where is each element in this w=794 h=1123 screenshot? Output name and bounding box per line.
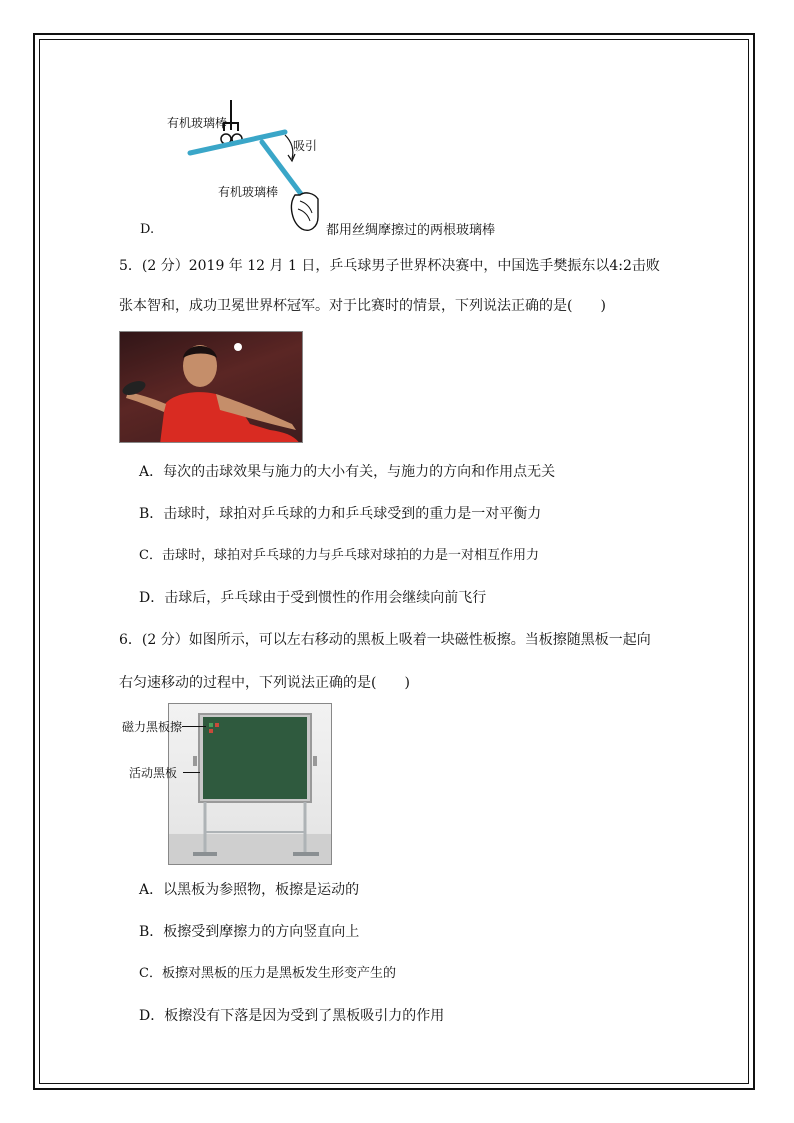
board-pointer-line bbox=[183, 772, 200, 773]
table-tennis-photo bbox=[119, 331, 303, 443]
label-magnetic-eraser: 磁力黑板擦 bbox=[122, 720, 183, 734]
label-hand-rod: 有机玻璃棒 bbox=[218, 185, 279, 199]
option-d-letter: D. bbox=[140, 222, 155, 237]
label-top-rod: 有机玻璃棒 bbox=[167, 116, 228, 130]
q5-option-b[interactable]: B．击球时，球拍对乒乓球的力和乒乓球受到的重力是一对平衡力 bbox=[139, 506, 542, 522]
q6-option-b[interactable]: B．板擦受到摩擦力的方向竖直向上 bbox=[139, 924, 360, 940]
q6-option-a[interactable]: A．以黑板为参照物，板擦是运动的 bbox=[139, 882, 360, 898]
q5-option-c[interactable]: C．击球时，球拍对乒乓球的力与乒乓球对球拍的力是一对相互作用力 bbox=[139, 548, 539, 563]
figure-d-caption: 都用丝绸摩擦过的两根玻璃棒 bbox=[326, 223, 496, 238]
q6-option-d[interactable]: D．板擦没有下落是因为受到了黑板吸引力的作用 bbox=[139, 1008, 445, 1024]
label-attract: 吸引 bbox=[293, 139, 318, 153]
eraser-pointer-line bbox=[182, 726, 206, 727]
board-surface bbox=[203, 717, 307, 799]
q5-stem-line2: 张本智和，成功卫冕世界杯冠军。对于比赛时的情景，下列说法正确的是( ) bbox=[119, 298, 606, 314]
q5-stem-line1: 5．(2 分）2019 年 12 月 1 日，乒乓球男子世界杯决赛中，中国选手樊振东以4:2击败 bbox=[119, 258, 660, 274]
eraser-magnet bbox=[209, 723, 213, 727]
ping-pong-ball bbox=[234, 343, 242, 351]
q6-stem-line1: 6．(2 分）如图所示，可以左右移动的黑板上吸着一块磁性板擦。当板擦随黑板一起向 bbox=[119, 632, 651, 648]
q6-option-c[interactable]: C．板擦对黑板的压力是黑板发生形变产生的 bbox=[139, 966, 396, 981]
blackboard-photo bbox=[168, 703, 332, 865]
q6-stem-line2: 右匀速移动的过程中，下列说法正确的是( ) bbox=[119, 675, 410, 691]
label-movable-board: 活动黑板 bbox=[129, 766, 178, 780]
q5-option-d[interactable]: D．击球后，乒乓球由于受到惯性的作用会继续向前飞行 bbox=[139, 590, 487, 606]
hand-icon bbox=[291, 193, 318, 230]
attract-arrowhead bbox=[288, 154, 295, 161]
q5-option-a[interactable]: A．每次的击球效果与施力的大小有关，与施力的方向和作用点无关 bbox=[139, 464, 556, 480]
